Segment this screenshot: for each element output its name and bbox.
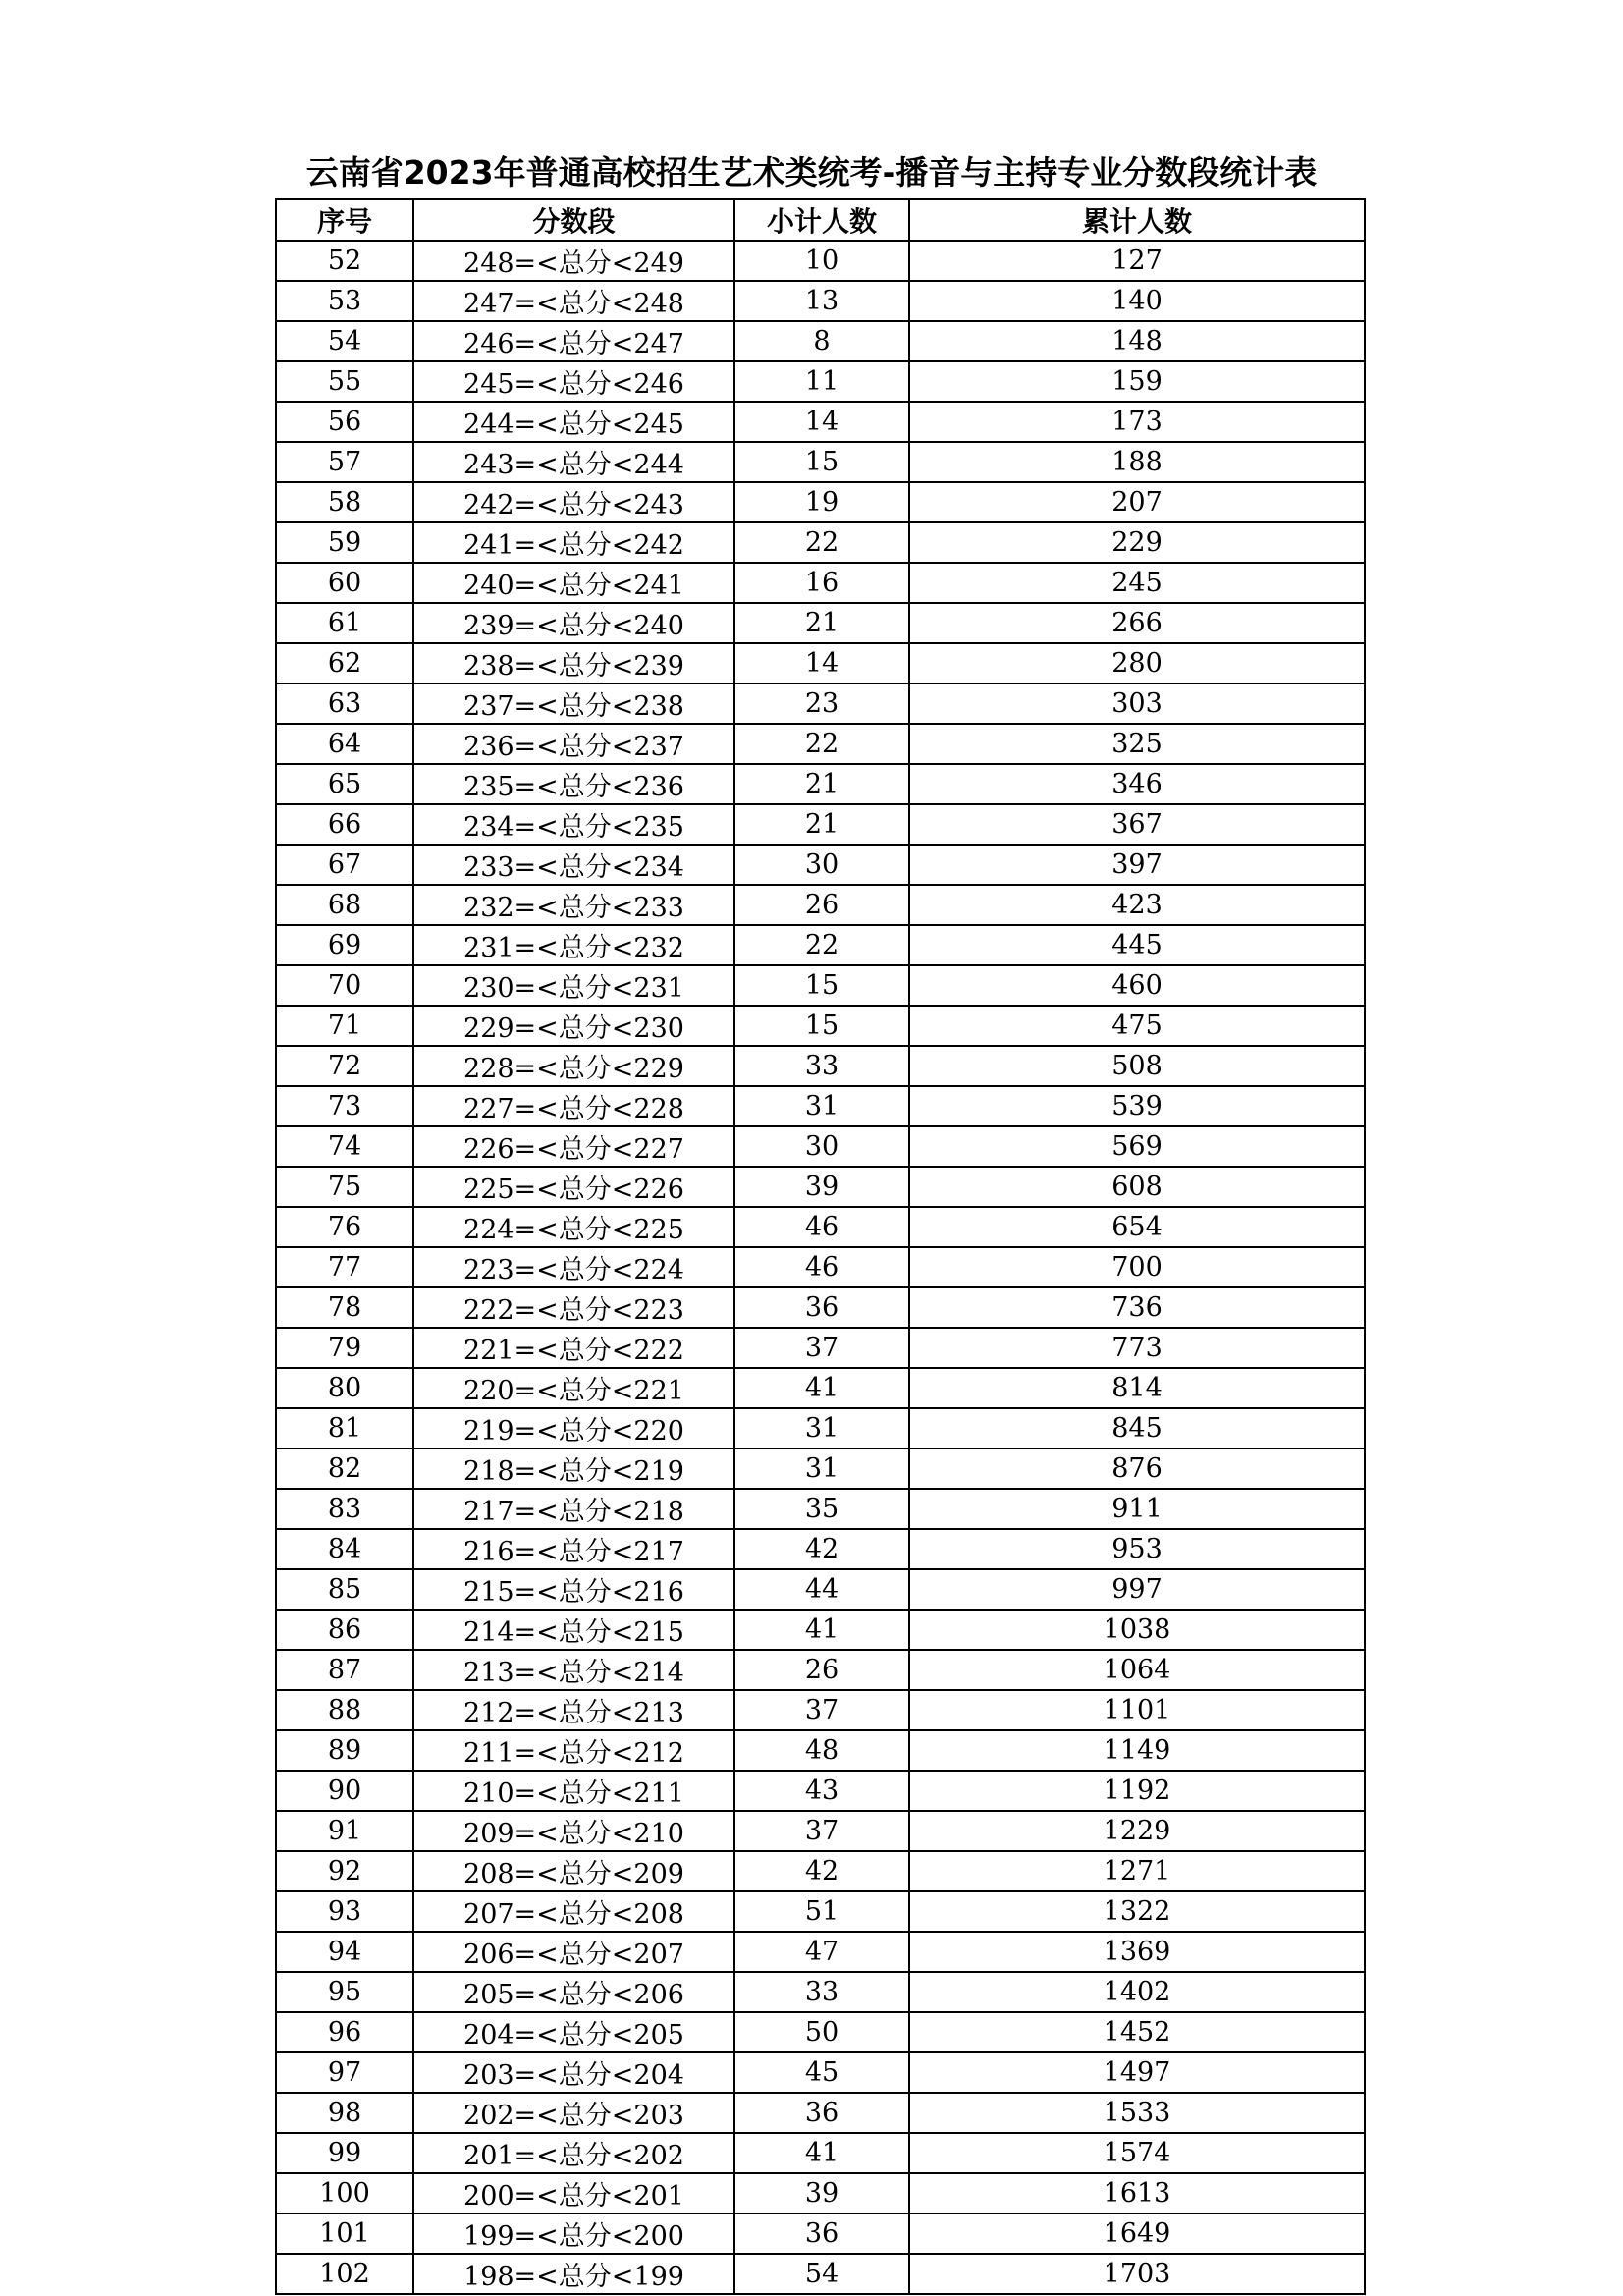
index-cell: 91 <box>276 1811 413 1851</box>
score-range-cell: 202=<总分<203 <box>413 2093 734 2133</box>
subtotal-cell: 37 <box>734 1811 909 1851</box>
index-cell: 78 <box>276 1287 413 1328</box>
index-cell: 95 <box>276 1972 413 2012</box>
score-range-cell: 244=<总分<245 <box>413 402 734 442</box>
score-range-cell: 234=<总分<235 <box>413 804 734 845</box>
table-row <box>276 1207 1365 1247</box>
cumulative-cell: 736 <box>909 1287 1365 1328</box>
cumulative-cell: 1229 <box>909 1811 1365 1851</box>
cumulative-cell: 229 <box>909 522 1365 563</box>
table-row <box>276 1972 1365 2012</box>
score-range-cell: 225=<总分<226 <box>413 1167 734 1207</box>
subtotal-cell: 54 <box>734 2254 909 2294</box>
score-range-cell: 215=<总分<216 <box>413 1569 734 1610</box>
score-range-cell: 208=<总分<209 <box>413 1851 734 1891</box>
subtotal-cell: 11 <box>734 361 909 402</box>
score-range-cell: 236=<总分<237 <box>413 724 734 764</box>
score-range-cell: 223=<总分<224 <box>413 1247 734 1287</box>
cumulative-cell: 325 <box>909 724 1365 764</box>
table-row <box>276 1932 1365 1972</box>
subtotal-cell: 31 <box>734 1408 909 1449</box>
table-row <box>276 643 1365 683</box>
score-range-cell: 227=<总分<228 <box>413 1086 734 1126</box>
subtotal-cell: 22 <box>734 925 909 965</box>
subtotal-cell: 36 <box>734 2214 909 2254</box>
table-row <box>276 1328 1365 1368</box>
score-range-cell: 207=<总分<208 <box>413 1891 734 1932</box>
index-cell: 85 <box>276 1569 413 1610</box>
table-row <box>276 724 1365 764</box>
cumulative-cell: 911 <box>909 1489 1365 1529</box>
table-row <box>276 321 1365 361</box>
score-range-cell: 205=<总分<206 <box>413 1972 734 2012</box>
cumulative-cell: 1271 <box>909 1851 1365 1891</box>
cumulative-cell: 1064 <box>909 1650 1365 1690</box>
index-cell: 69 <box>276 925 413 965</box>
table-row <box>276 1006 1365 1046</box>
subtotal-cell: 41 <box>734 2133 909 2173</box>
score-range-cell: 226=<总分<227 <box>413 1126 734 1167</box>
cumulative-cell: 188 <box>909 442 1365 482</box>
column-header-index: 序号 <box>276 199 413 241</box>
table-row <box>276 361 1365 402</box>
table-row <box>276 885 1365 925</box>
table-row <box>276 1489 1365 1529</box>
table-row <box>276 1569 1365 1610</box>
score-range-cell: 231=<总分<232 <box>413 925 734 965</box>
index-cell: 52 <box>276 241 413 281</box>
index-cell: 98 <box>276 2093 413 2133</box>
index-cell: 75 <box>276 1167 413 1207</box>
table-row <box>276 442 1365 482</box>
cumulative-cell: 654 <box>909 1207 1365 1247</box>
index-cell: 89 <box>276 1730 413 1771</box>
subtotal-cell: 30 <box>734 1126 909 1167</box>
table-row <box>276 1126 1365 1167</box>
cumulative-cell: 845 <box>909 1408 1365 1449</box>
subtotal-cell: 22 <box>734 522 909 563</box>
score-range-cell: 198=<总分<199 <box>413 2254 734 2294</box>
index-cell: 96 <box>276 2012 413 2052</box>
index-cell: 67 <box>276 845 413 885</box>
index-cell: 58 <box>276 482 413 522</box>
cumulative-cell: 1369 <box>909 1932 1365 1972</box>
subtotal-cell: 39 <box>734 2173 909 2214</box>
table-row <box>276 1368 1365 1408</box>
subtotal-cell: 42 <box>734 1529 909 1569</box>
subtotal-cell: 21 <box>734 804 909 845</box>
cumulative-cell: 303 <box>909 683 1365 724</box>
index-cell: 84 <box>276 1529 413 1569</box>
table-row <box>276 603 1365 643</box>
index-cell: 60 <box>276 563 413 603</box>
table-row <box>276 1408 1365 1449</box>
table-row <box>276 1287 1365 1328</box>
index-cell: 54 <box>276 321 413 361</box>
index-cell: 92 <box>276 1851 413 1891</box>
subtotal-cell: 31 <box>734 1086 909 1126</box>
table-row <box>276 2093 1365 2133</box>
score-range-cell: 204=<总分<205 <box>413 2012 734 2052</box>
subtotal-cell: 48 <box>734 1730 909 1771</box>
cumulative-cell: 460 <box>909 965 1365 1006</box>
subtotal-cell: 43 <box>734 1771 909 1811</box>
score-range-cell: 242=<总分<243 <box>413 482 734 522</box>
cumulative-cell: 445 <box>909 925 1365 965</box>
cumulative-cell: 997 <box>909 1569 1365 1610</box>
cumulative-cell: 700 <box>909 1247 1365 1287</box>
cumulative-cell: 346 <box>909 764 1365 804</box>
index-cell: 86 <box>276 1610 413 1650</box>
table-row <box>276 1529 1365 1569</box>
subtotal-cell: 37 <box>734 1690 909 1730</box>
cumulative-cell: 1613 <box>909 2173 1365 2214</box>
index-cell: 70 <box>276 965 413 1006</box>
table-row <box>276 402 1365 442</box>
table-row <box>276 1086 1365 1126</box>
index-cell: 55 <box>276 361 413 402</box>
table-row <box>276 2052 1365 2093</box>
subtotal-cell: 46 <box>734 1207 909 1247</box>
index-cell: 73 <box>276 1086 413 1126</box>
table-row <box>276 1046 1365 1086</box>
subtotal-cell: 15 <box>734 1006 909 1046</box>
column-header-subtotal: 小计人数 <box>734 199 909 241</box>
score-range-cell: 224=<总分<225 <box>413 1207 734 1247</box>
subtotal-cell: 10 <box>734 241 909 281</box>
table-row <box>276 965 1365 1006</box>
cumulative-cell: 1322 <box>909 1891 1365 1932</box>
score-range-cell: 217=<总分<218 <box>413 1489 734 1529</box>
table-row <box>276 1891 1365 1932</box>
score-range-cell: 216=<总分<217 <box>413 1529 734 1569</box>
table-row <box>276 563 1365 603</box>
index-cell: 77 <box>276 1247 413 1287</box>
table-row <box>276 1167 1365 1207</box>
subtotal-cell: 15 <box>734 965 909 1006</box>
index-cell: 81 <box>276 1408 413 1449</box>
table-row <box>276 1811 1365 1851</box>
subtotal-cell: 21 <box>734 603 909 643</box>
subtotal-cell: 50 <box>734 2012 909 2052</box>
table-row <box>276 2214 1365 2254</box>
score-range-cell: 219=<总分<220 <box>413 1408 734 1449</box>
subtotal-cell: 42 <box>734 1851 909 1891</box>
subtotal-cell: 39 <box>734 1167 909 1207</box>
score-range-cell: 203=<总分<204 <box>413 2052 734 2093</box>
score-range-cell: 206=<总分<207 <box>413 1932 734 1972</box>
index-cell: 76 <box>276 1207 413 1247</box>
table-row <box>276 925 1365 965</box>
subtotal-cell: 41 <box>734 1368 909 1408</box>
table-row <box>276 522 1365 563</box>
cumulative-cell: 953 <box>909 1529 1365 1569</box>
table-row <box>276 1730 1365 1771</box>
cumulative-cell: 814 <box>909 1368 1365 1408</box>
index-cell: 97 <box>276 2052 413 2093</box>
index-cell: 56 <box>276 402 413 442</box>
cumulative-cell: 1149 <box>909 1730 1365 1771</box>
score-range-cell: 212=<总分<213 <box>413 1690 734 1730</box>
table-body <box>276 241 1365 2294</box>
subtotal-cell: 16 <box>734 563 909 603</box>
index-cell: 90 <box>276 1771 413 1811</box>
index-cell: 99 <box>276 2133 413 2173</box>
index-cell: 59 <box>276 522 413 563</box>
score-range-cell: 232=<总分<233 <box>413 885 734 925</box>
subtotal-cell: 15 <box>734 442 909 482</box>
score-range-cell: 218=<总分<219 <box>413 1449 734 1489</box>
index-cell: 102 <box>276 2254 413 2294</box>
subtotal-cell: 36 <box>734 1287 909 1328</box>
index-cell: 72 <box>276 1046 413 1086</box>
score-range-cell: 211=<总分<212 <box>413 1730 734 1771</box>
index-cell: 94 <box>276 1932 413 1972</box>
score-range-cell: 241=<总分<242 <box>413 522 734 563</box>
table-row <box>276 1851 1365 1891</box>
index-cell: 62 <box>276 643 413 683</box>
table-row <box>276 1650 1365 1690</box>
index-cell: 65 <box>276 764 413 804</box>
subtotal-cell: 46 <box>734 1247 909 1287</box>
table-row <box>276 1610 1365 1650</box>
score-distribution-table <box>275 198 1366 2295</box>
subtotal-cell: 44 <box>734 1569 909 1610</box>
index-cell: 79 <box>276 1328 413 1368</box>
subtotal-cell: 36 <box>734 2093 909 2133</box>
table-row <box>276 804 1365 845</box>
table-row <box>276 683 1365 724</box>
subtotal-cell: 21 <box>734 764 909 804</box>
index-cell: 61 <box>276 603 413 643</box>
subtotal-cell: 33 <box>734 1972 909 2012</box>
cumulative-cell: 1497 <box>909 2052 1365 2093</box>
subtotal-cell: 31 <box>734 1449 909 1489</box>
score-range-cell: 235=<总分<236 <box>413 764 734 804</box>
cumulative-cell: 127 <box>909 241 1365 281</box>
table-row <box>276 281 1365 321</box>
table-row <box>276 764 1365 804</box>
cumulative-cell: 173 <box>909 402 1365 442</box>
index-cell: 74 <box>276 1126 413 1167</box>
subtotal-cell: 35 <box>734 1489 909 1529</box>
table-row <box>276 2133 1365 2173</box>
score-range-cell: 213=<总分<214 <box>413 1650 734 1690</box>
cumulative-cell: 423 <box>909 885 1365 925</box>
subtotal-cell: 19 <box>734 482 909 522</box>
cumulative-cell: 1038 <box>909 1610 1365 1650</box>
index-cell: 68 <box>276 885 413 925</box>
score-range-cell: 201=<总分<202 <box>413 2133 734 2173</box>
subtotal-cell: 23 <box>734 683 909 724</box>
index-cell: 63 <box>276 683 413 724</box>
score-range-cell: 239=<总分<240 <box>413 603 734 643</box>
subtotal-cell: 8 <box>734 321 909 361</box>
subtotal-cell: 26 <box>734 885 909 925</box>
cumulative-cell: 367 <box>909 804 1365 845</box>
score-range-cell: 222=<总分<223 <box>413 1287 734 1328</box>
cumulative-cell: 1101 <box>909 1690 1365 1730</box>
subtotal-cell: 22 <box>734 724 909 764</box>
score-range-cell: 237=<总分<238 <box>413 683 734 724</box>
cumulative-cell: 140 <box>909 281 1365 321</box>
subtotal-cell: 47 <box>734 1932 909 1972</box>
cumulative-cell: 1452 <box>909 2012 1365 2052</box>
index-cell: 53 <box>276 281 413 321</box>
cumulative-cell: 207 <box>909 482 1365 522</box>
column-header-cumulative: 累计人数 <box>909 199 1365 241</box>
score-range-cell: 214=<总分<215 <box>413 1610 734 1650</box>
table-row <box>276 1771 1365 1811</box>
subtotal-cell: 41 <box>734 1610 909 1650</box>
index-cell: 57 <box>276 442 413 482</box>
cumulative-cell: 1574 <box>909 2133 1365 2173</box>
cumulative-cell: 266 <box>909 603 1365 643</box>
subtotal-cell: 45 <box>734 2052 909 2093</box>
index-cell: 100 <box>276 2173 413 2214</box>
index-cell: 101 <box>276 2214 413 2254</box>
index-cell: 80 <box>276 1368 413 1408</box>
index-cell: 93 <box>276 1891 413 1932</box>
cumulative-cell: 397 <box>909 845 1365 885</box>
score-range-cell: 199=<总分<200 <box>413 2214 734 2254</box>
subtotal-cell: 33 <box>734 1046 909 1086</box>
score-range-cell: 238=<总分<239 <box>413 643 734 683</box>
score-range-cell: 240=<总分<241 <box>413 563 734 603</box>
cumulative-cell: 1533 <box>909 2093 1365 2133</box>
cumulative-cell: 508 <box>909 1046 1365 1086</box>
cumulative-cell: 773 <box>909 1328 1365 1368</box>
score-range-cell: 210=<总分<211 <box>413 1771 734 1811</box>
score-range-cell: 233=<总分<234 <box>413 845 734 885</box>
cumulative-cell: 280 <box>909 643 1365 683</box>
table-row <box>276 1690 1365 1730</box>
cumulative-cell: 608 <box>909 1167 1365 1207</box>
table-row <box>276 482 1365 522</box>
cumulative-cell: 475 <box>909 1006 1365 1046</box>
cumulative-cell: 569 <box>909 1126 1365 1167</box>
score-range-cell: 220=<总分<221 <box>413 1368 734 1408</box>
table-row <box>276 1247 1365 1287</box>
table-row <box>276 2173 1365 2214</box>
cumulative-cell: 1402 <box>909 1972 1365 2012</box>
score-range-cell: 246=<总分<247 <box>413 321 734 361</box>
index-cell: 66 <box>276 804 413 845</box>
subtotal-cell: 51 <box>734 1891 909 1932</box>
subtotal-cell: 14 <box>734 643 909 683</box>
table-header-row <box>276 199 1365 241</box>
table-row <box>276 241 1365 281</box>
cumulative-cell: 539 <box>909 1086 1365 1126</box>
cumulative-cell: 1649 <box>909 2214 1365 2254</box>
score-range-cell: 209=<总分<210 <box>413 1811 734 1851</box>
index-cell: 87 <box>276 1650 413 1690</box>
index-cell: 82 <box>276 1449 413 1489</box>
cumulative-cell: 876 <box>909 1449 1365 1489</box>
subtotal-cell: 14 <box>734 402 909 442</box>
cumulative-cell: 1192 <box>909 1771 1365 1811</box>
score-range-cell: 228=<总分<229 <box>413 1046 734 1086</box>
score-range-cell: 248=<总分<249 <box>413 241 734 281</box>
cumulative-cell: 1703 <box>909 2254 1365 2294</box>
index-cell: 64 <box>276 724 413 764</box>
subtotal-cell: 26 <box>734 1650 909 1690</box>
table-row <box>276 1449 1365 1489</box>
cumulative-cell: 148 <box>909 321 1365 361</box>
score-range-cell: 221=<总分<222 <box>413 1328 734 1368</box>
score-range-cell: 243=<总分<244 <box>413 442 734 482</box>
table-row <box>276 2254 1365 2294</box>
table-row <box>276 2012 1365 2052</box>
score-range-cell: 229=<总分<230 <box>413 1006 734 1046</box>
table-row <box>276 845 1365 885</box>
column-header-score-range: 分数段 <box>413 199 734 241</box>
index-cell: 83 <box>276 1489 413 1529</box>
score-range-cell: 247=<总分<248 <box>413 281 734 321</box>
cumulative-cell: 245 <box>909 563 1365 603</box>
page-title: 云南省2023年普通高校招生艺术类统考-播音与主持专业分数段统计表 <box>305 153 1318 191</box>
score-range-cell: 245=<总分<246 <box>413 361 734 402</box>
subtotal-cell: 37 <box>734 1328 909 1368</box>
subtotal-cell: 30 <box>734 845 909 885</box>
index-cell: 88 <box>276 1690 413 1730</box>
index-cell: 71 <box>276 1006 413 1046</box>
subtotal-cell: 13 <box>734 281 909 321</box>
score-range-cell: 230=<总分<231 <box>413 965 734 1006</box>
score-range-cell: 200=<总分<201 <box>413 2173 734 2214</box>
cumulative-cell: 159 <box>909 361 1365 402</box>
